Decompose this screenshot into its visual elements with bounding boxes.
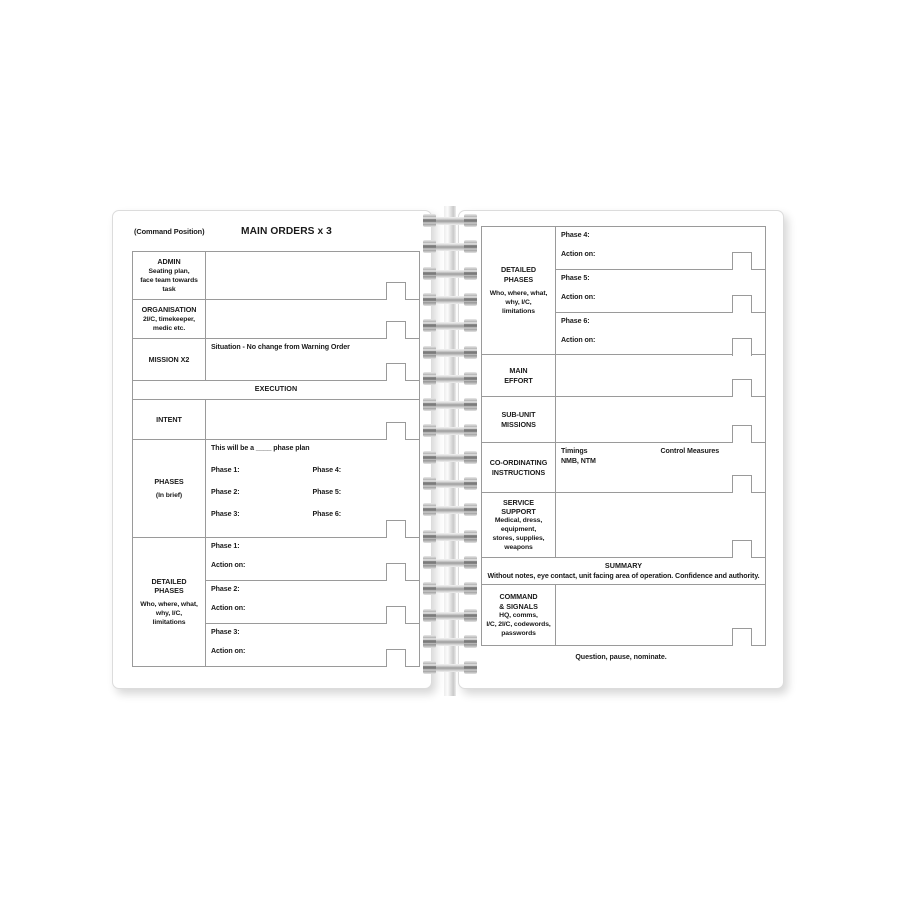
detail-notch-3 xyxy=(386,649,406,667)
table-row-intent[interactable] xyxy=(133,400,419,440)
row-field-service-support[interactable] xyxy=(556,493,765,557)
binding-ring xyxy=(420,451,480,464)
table-banner-execution xyxy=(133,381,419,400)
table-row-command-signals[interactable] xyxy=(482,585,765,645)
table-row-detailed-phases[interactable] xyxy=(133,538,419,666)
row-field-intent[interactable] xyxy=(206,400,419,439)
detail-phase-6-action: Action on: xyxy=(561,336,596,344)
row-notch-organisation xyxy=(386,321,406,339)
detail-notch-4 xyxy=(732,252,752,270)
binding-ring xyxy=(420,240,480,253)
detail-phase-4-action: Action on: xyxy=(561,250,596,258)
detail-phase-4-label: Phase 4: xyxy=(561,231,590,239)
detail-phase-3-action: Action on: xyxy=(211,647,246,655)
table-row-organisation[interactable] xyxy=(133,300,419,339)
phase-pair-2-5 xyxy=(211,487,414,497)
row-field-admin[interactable] xyxy=(206,252,419,299)
binding-ring xyxy=(420,398,480,411)
summary-banner-text: Without notes, eye contact, unit facing area of operation. Confidence and authority. xyxy=(487,572,760,580)
row-field-command-signals[interactable] xyxy=(556,585,765,645)
binding-ring xyxy=(420,267,480,280)
row-notch-admin xyxy=(386,282,406,300)
mission-situation-text: Situation - No change from Warning Order xyxy=(211,343,350,351)
row-label-mission: MISSION X2 xyxy=(133,339,206,380)
detail-block-phase-4[interactable] xyxy=(556,227,765,270)
row-field-organisation[interactable] xyxy=(206,300,419,338)
table-row-phases[interactable] xyxy=(133,440,419,538)
binding-ring xyxy=(420,556,480,569)
row-label-admin: ADMIN Seating plan, face team towards task xyxy=(133,252,206,299)
phase-4-label: Phase 4: xyxy=(312,466,342,474)
detail-notch-6 xyxy=(732,338,752,356)
detail-block-phase-2[interactable] xyxy=(206,581,419,624)
binding-ring xyxy=(420,530,480,543)
detail-block-phase-3[interactable] xyxy=(206,624,419,666)
page-title: MAIN ORDERS x 3 xyxy=(241,226,332,237)
summary-banner-title: SUMMARY xyxy=(604,561,643,570)
detail-notch-1 xyxy=(386,563,406,581)
row-label-intent: INTENT xyxy=(133,400,206,439)
detail-phase-1-label: Phase 1: xyxy=(211,542,240,550)
phase-3-label: Phase 3: xyxy=(211,510,240,518)
table-row-service-support[interactable] xyxy=(482,493,765,558)
table-row-main-effort[interactable] xyxy=(482,355,765,397)
detail-phase-5-action: Action on: xyxy=(561,293,596,301)
row-notch-command-signals xyxy=(732,628,752,646)
detail-phase-2-label: Phase 2: xyxy=(211,585,240,593)
row-label-main-effort: MAIN EFFORT xyxy=(482,355,556,396)
table-row-admin[interactable] xyxy=(133,252,419,300)
detail-phase-5-label: Phase 5: xyxy=(561,274,590,282)
binding-ring xyxy=(420,582,480,595)
detail-block-phase-1[interactable] xyxy=(206,538,419,581)
left-page xyxy=(112,210,432,689)
binding-ring xyxy=(420,372,480,385)
row-label-command-signals: COMMAND & SIGNALS HQ, comms, I/C, 2I/C, codewords, passwords xyxy=(482,585,556,645)
coordinating-columns xyxy=(561,446,760,466)
detail-block-phase-6[interactable] xyxy=(556,313,765,355)
row-label-phases: PHASES (In brief) xyxy=(133,440,206,537)
phase-5-label: Phase 5: xyxy=(312,488,342,496)
row-field-coordinating-instructions[interactable] xyxy=(556,443,765,492)
phase-1-label: Phase 1: xyxy=(211,466,240,474)
left-orders-table xyxy=(132,251,420,667)
nmb-ntm-label: NMB, NTM xyxy=(561,457,596,465)
row-notch-intent xyxy=(386,422,406,440)
row-field-detailed-phases[interactable] xyxy=(206,538,419,666)
row-notch-mission xyxy=(386,363,406,381)
phase-6-label: Phase 6: xyxy=(312,510,342,518)
row-field-main-effort[interactable] xyxy=(556,355,765,396)
binding-ring xyxy=(420,661,480,674)
phase-2-label: Phase 2: xyxy=(211,488,240,496)
row-notch-coordinating-instructions xyxy=(732,475,752,493)
timings-label: Timings xyxy=(561,447,588,455)
coordinating-timings-column xyxy=(561,446,661,466)
binding-ring xyxy=(420,293,480,306)
row-label-coordinating-instructions: CO-ORDINATING INSTRUCTIONS xyxy=(482,443,556,492)
detail-notch-5 xyxy=(732,295,752,313)
table-row-mission[interactable] xyxy=(133,339,419,381)
row-notch-main-effort xyxy=(732,379,752,397)
detail-block-phase-5[interactable] xyxy=(556,270,765,313)
row-notch-sub-unit-missions xyxy=(732,425,752,443)
left-page-header xyxy=(123,227,421,245)
binding-ring xyxy=(420,319,480,332)
detail-phase-6-label: Phase 6: xyxy=(561,317,590,325)
detail-phase-2-action: Action on: xyxy=(211,604,246,612)
row-label-sub-unit-missions: SUB-UNIT MISSIONS xyxy=(482,397,556,442)
execution-banner-label: EXECUTION xyxy=(254,384,298,393)
binding-ring xyxy=(420,477,480,490)
binding-ring xyxy=(420,214,480,227)
spiral-binding xyxy=(420,206,480,696)
control-measures-label: Control Measures xyxy=(660,447,720,455)
table-banner-summary xyxy=(482,558,765,585)
row-label-service-support: SERVICE SUPPORT Medical, dress, equipment, stores, supplies, weapons xyxy=(482,493,556,557)
binding-ring xyxy=(420,424,480,437)
row-field-detailed-phases-continued[interactable] xyxy=(556,227,765,354)
table-row-sub-unit-missions[interactable] xyxy=(482,397,765,443)
row-field-mission[interactable] xyxy=(206,339,419,380)
right-orders-table xyxy=(481,226,766,646)
detail-phase-3-label: Phase 3: xyxy=(211,628,240,636)
row-label-detailed-phases-continued: DETAILED PHASES Who, where, what, why, I/C, limitations xyxy=(482,227,556,354)
binding-ring xyxy=(420,503,480,516)
phase-pair-3-6 xyxy=(211,509,414,519)
row-field-phases[interactable] xyxy=(206,440,419,537)
command-position-label: (Command Position) xyxy=(134,227,205,236)
phase-pair-1-4 xyxy=(211,465,414,475)
table-row-detailed-phases-continued[interactable] xyxy=(482,227,765,355)
detail-phase-1-action: Action on: xyxy=(211,561,246,569)
coordinating-control-measures-column xyxy=(661,446,761,466)
binding-ring xyxy=(420,635,480,648)
row-notch-service-support xyxy=(732,540,752,558)
binding-ring xyxy=(420,609,480,622)
row-notch-phases xyxy=(386,520,406,538)
phases-intro-text: This will be a ____ phase plan xyxy=(211,444,310,452)
right-page-footnote: Question, pause, nominate. xyxy=(575,653,667,661)
right-page xyxy=(458,210,784,689)
row-field-sub-unit-missions[interactable] xyxy=(556,397,765,442)
row-label-detailed-phases: DETAILED PHASES Who, where, what, why, I/C, limitations xyxy=(133,538,206,666)
binding-ring xyxy=(420,346,480,359)
row-label-organisation: ORGANISATION 2I/C, timekeeper, medic etc. xyxy=(133,300,206,338)
detail-notch-2 xyxy=(386,606,406,624)
table-row-coordinating-instructions[interactable] xyxy=(482,443,765,493)
